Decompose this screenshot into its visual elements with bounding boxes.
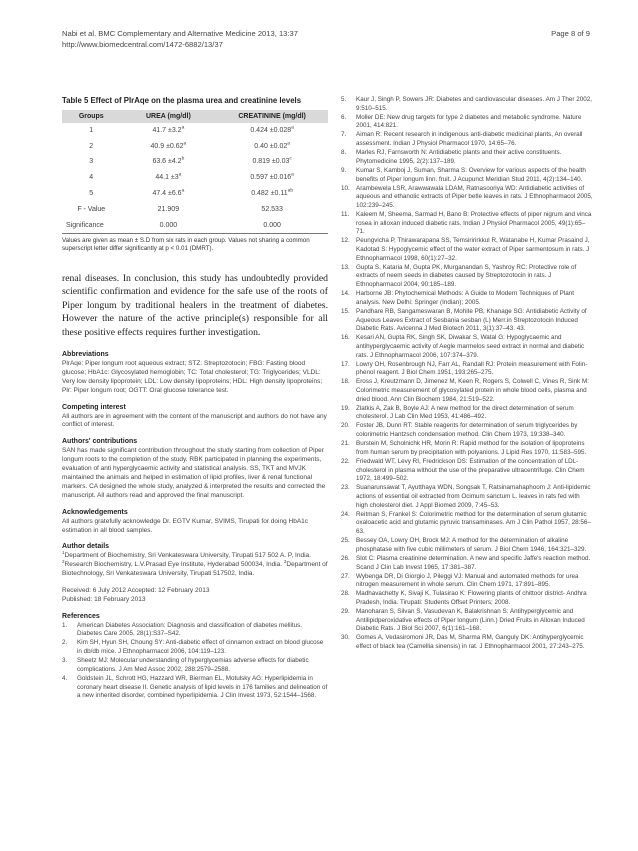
group-cell: 4 [89, 174, 94, 182]
column-header: UREA (mg/dl) [121, 110, 217, 123]
table-row [62, 186, 328, 202]
urea-cell: 63.6 ±4.2$^b$ [152, 157, 185, 166]
reference-text: Reitman S, Frankel S: Colorimetric method for the determination of serum glutamic oxaloacetic acid and glutamic pyruvic transaminases. Am J Clin Pathol 1957, 28:56–63. [356, 510, 591, 536]
reference-item [341, 440, 593, 457]
reference-number: 16. [341, 334, 350, 342]
reference-item [341, 96, 593, 113]
reference-text: Friedwald WT, Levy RI, Fredrickson DS: Estimation of the concentration of LDL-cholesterol in plasma without the use of the preparative ultracentrifuge. Clin Chem 1972, 18:499–502. [356, 457, 585, 483]
reference-text: American Diabetes Association: Diagnosis and classification of diabetes mellitus. Diabetes Care 2005, 28(1):S37–S42. [77, 621, 303, 638]
section-text: All authors are in agreement with the content of the manuscript and authors do not have any conflict of interest. [62, 412, 327, 429]
reference-number: 29. [341, 607, 350, 615]
urea-cell: 47.4 ±6.6$^a$ [152, 188, 185, 198]
article-url[interactable]: http://www.biomedcentral.com/1472-6882/13/37 [62, 40, 223, 49]
column-header: CREATININE (mg/dl) [216, 110, 328, 123]
reference-text: Harborne JB: Phytochemical Methods: A Guide to Modern Techniques of Plant analysis. New Delhi: Springer (Indian); 2005. [356, 290, 574, 306]
reference-number: 12. [341, 237, 350, 245]
creatinine-cell: 52.533 [261, 205, 283, 213]
section-heading: Authors' contributions [62, 438, 138, 446]
section-text: $^1$Department of Biochemistry, Sri Venkateswara University, Tirupati 517 502 A. P, India. $^2$Research Biochemistry, L.V.Prasad Eye Institute, Hyderabad 500034, India. $^3$Department of Biotechnology, Sri Venkateswara University, Tirupati 517502, India. [62, 550, 328, 578]
reference-text: Aiman R: Recent research in indigenous anti-diabetic medicinal plants, An overall assessment. Indian J Physiol Pharmacol 1970, 14:65–76. [356, 131, 583, 148]
section-heading: Competing interest [62, 403, 126, 411]
section-text: SAN has made significant contribution throughout the study starting from collection of Piper longum roots to the completion of the study. RBK participated in planning the experiments, evaluation of anti hyperglycaemic activity and statistical analysis. SS, TKT and MVJK maintained the animals and helped in estimation of lipid profiles, liver & renal functional markers. CA designed the whole study, analyzed & interpreted the results and corrected the manuscript. All authors read and approved the final manuscript. [62, 447, 326, 499]
creatinine-cell: 0.597 ±0.016$^a$ [250, 172, 294, 182]
table-row-significance [62, 217, 328, 233]
reference-item [341, 634, 593, 651]
table-row [62, 170, 328, 186]
reference-text: Madhavachetty K, Sivaji K, Tulasirao K: Flowering plants of chittoor district- Andhra Pradesh, India. Tirupati: Students Offset Printers; 2008. [356, 590, 587, 606]
reference-number: 1. [62, 621, 68, 629]
abbreviations-section [62, 351, 328, 396]
section-text: PlrAqe: Piper longum root aqueous extract; STZ: Streptozotocin; FBG: Fasting blood glucose; HbA1c: Glycosylated hemoglobin; TC: Total cholesterol; TG: Triglycerides; VLDL: Very low density lipoprotein; LDL: Low density lipoproteins; HDL: High density lipoproteins; Plr: Piper longum root; OGTT: Oral glucose tolerance test. [62, 360, 323, 394]
group-cell: 5 [89, 190, 94, 198]
reference-item [341, 185, 593, 211]
table-row [62, 123, 328, 139]
reference-item [341, 573, 593, 590]
creatinine-cell: 0.424 ±0.028$^a$ [250, 125, 294, 134]
reference-text: Kumar S, Kamboj J, Suman, Sharma S: Overview for various aspects of the health benefits of Piper longum linn. fruit. J Acupunct Meridian Stud 2011, 4(2):134–140. [356, 166, 586, 183]
reference-text: Burstein M, Scholnichk HR, Morin R: Rapid method for the isolation of lipoproteins from human serum by precipitation with polyanions. J Lipid Res 1970, 11:583–595. [356, 440, 587, 456]
reference-item [62, 657, 328, 674]
received-date: Received: 6 July 2012 Accepted: 12 February 2013 [62, 587, 210, 595]
references-section [62, 613, 328, 701]
reference-text: Slot C: Plasma creatinine determination. A new and specific Jaffe's reaction method. Scand J Clin Lab Invest 1965, 17:381–387. [356, 554, 591, 571]
reference-item [341, 334, 593, 360]
reference-number: 7. [341, 131, 347, 139]
reference-number: 19. [341, 404, 350, 412]
reference-number: 24. [341, 510, 350, 518]
section-text: All authors gratefully acknowledge Dr. EGTV Kumar, SVIMS, Tirupati for doing HbA1c estimation in all blood samples. [62, 517, 309, 534]
row-label: Significance [62, 217, 121, 233]
reference-item [341, 511, 593, 537]
reference-text: Bessey OA, Lowry OH, Brock MJ: A method for the determination of alkaline phosphatase with five cubic millimeters of serum. J Biol Chem 1946, 164:321–329. [356, 537, 587, 553]
reference-item [341, 131, 593, 148]
reference-number: 15. [341, 307, 350, 315]
reference-text: Kaleem M, Sheema, Sarmad H, Bano B: Protective effects of piper nigrum and vinca rosea in alloxan induced diabetic rats. Indian J Physiol Pharmacol 2005, 49(1):65–71. [356, 210, 592, 236]
reference-item [62, 622, 328, 639]
column-header: Groups [62, 110, 121, 123]
results-table [62, 110, 328, 235]
group-cell: 1 [89, 126, 94, 134]
reference-list-continued [341, 96, 593, 652]
table-row [62, 154, 328, 170]
reference-number: 11. [341, 210, 350, 218]
reference-text: Pandhare RB, Sangameswaran B, Mohite PB, Khanage SG: Antidiabetic Activity of Aqueous Leaves Extract of Sesbania sesban (L) Merr.in Streptozotocin Induced Diabetic Rats. Avicenna J Med Biotech 2011, 3(1):37–43. 43. [356, 307, 587, 333]
urea-cell: 41.7 ±3.2$^a$ [152, 125, 185, 134]
section-heading: Abbreviations [62, 351, 109, 359]
page-number: Page 8 of 9 [551, 29, 590, 38]
reference-number: 25. [341, 537, 350, 545]
reference-number: 3. [62, 657, 68, 665]
reference-text: Wybenga DR, Di Giorgio J, Pileggi VJ: Manual and automated methods for urea nitrogen measurement in whole serum. Clin Chem 1971, 17:891–895. [356, 572, 579, 589]
urea-cell: $44.1 \pm 3^a$ [155, 172, 182, 182]
creatinine-cell: 0.000 [216, 217, 328, 233]
reference-text: Marles RJ, Farnsworth N: Antidiabetic plants and their active constituents. Phytomedicine 1995, 2(2):137–189. [356, 149, 562, 165]
group-cell: 3 [89, 158, 94, 166]
table-footnote: Values are given as mean ± S.D from six rats in each group. Values not sharing a common superscript letter differ significantly at p < 0.01 (DMRT). [62, 237, 310, 253]
reference-text: Foster JB, Dunn RT: Stable reagents for determination of serum triglycerides by colorimetric Hantzsch condensation method. Clin Chem 1973, 19:338–340. [356, 422, 578, 439]
reference-text: Kaur J, Singh P, Sowers JR: Diabetes and cardiovascular diseases. Am J Ther 2002, 9:510–515. [356, 96, 593, 112]
reference-number: 8. [341, 149, 347, 157]
table-header-row [62, 110, 328, 123]
contributions-section [62, 438, 328, 500]
reference-text: Goldstein JL, Schrott HG, Hazzard WR, Bierman EL, Motulsky AG: Hyperlipidemia in coronary heart disease II. Genetic analysis of lipid levels in 176 families and delineation of a new inherited disorder, combined hyperlipidemia. J Clin Invest 1973, 52:1544–1568. [77, 674, 328, 700]
reference-number: 2. [62, 639, 68, 647]
urea-cell: 40.9 ±0.62$^a$ [150, 141, 187, 150]
reference-number: 10. [341, 184, 350, 192]
reference-text: Kesari AN, Gupta RK, Singh SK, Diwakar S, Watal G: Hypoglycaemic and antihyperglycaemic activity of Aegle marmelos seed extract in normal and diabetic rats. J Ethnopharmacol 2006, 107:374–379. [356, 334, 585, 359]
right-column [341, 96, 593, 652]
reference-number: 22. [341, 457, 350, 465]
urea-cell: 21.909 [157, 205, 180, 213]
reference-text: Peungvicha P, Thirawarapana SS, Temsiririrkkul R, Watanabe H, Kumar Prasaind J, Kadotad S: Hypoglycemic effect of the water extract of Piper sarmentosum in rats. J Ethnopharmacol 1998, 60(1):27–32. [356, 237, 590, 262]
reference-item [341, 608, 593, 634]
conclusion-paragraph: renal diseases. In conclusion, this study has undoubtedly provided scientific confirmation and evidence for the safe use of the roots of Piper longum by traditional healers in the treatment of diabetes. However the nature of the active principle(s) responsible for all these positive effects requires further investigation. [62, 273, 328, 338]
reference-number: 20. [341, 422, 350, 430]
reference-number: 6. [341, 113, 347, 121]
reference-text: Lowry OH, Rosenbrough NJ, Farr AL, Randall RJ: Protein measurement with Folin-phenol reagent. J Biol Chem 1951, 193:265–275. [356, 360, 588, 377]
table-row-f-value [62, 201, 328, 217]
reference-text: Sheetz MJ: Molecular understanding of hyperglycemias adverse effects for diabetic complications. J Am Med Assoc 2002, 288:2579–2588. [77, 657, 309, 673]
group-cell: 2 [89, 142, 94, 150]
author-details-section [62, 543, 328, 579]
dates-section [62, 587, 328, 605]
table-title: Table 5 Effect of PlrAqe on the plasma urea and creatinine levels [62, 96, 302, 105]
reference-item [341, 149, 593, 166]
reference-text: Eross J, Kreutzmann D, Jimenez M, Keen R, Rogers S, Colwell C, Vines R, Sink M: Colorimetric measurement of glycosylated protein in whole blood cells, plasma and dried blood. Ann Clin Biochem 1984, 21:519–522. [356, 378, 589, 403]
reference-item [341, 590, 593, 607]
reference-item [341, 484, 593, 510]
reference-number: 30. [341, 634, 350, 642]
reference-item [341, 405, 593, 422]
competing-interest-section [62, 404, 328, 431]
reference-text: Suanarunsawat T, Ayutthaya WDN, Songsak T, Ratsinamahaphoom J: Anti-lipidemic actions of essential oil extracted from Ocimum sanctum L. leaves in rats fed with high cholesterol diet. J Appl Biomed 2009, 7:45–53. [356, 484, 591, 509]
reference-item [341, 114, 593, 131]
reference-item [341, 264, 593, 290]
page-header [62, 28, 590, 50]
reference-number: 23. [341, 484, 350, 492]
reference-item [341, 458, 593, 484]
citation-line: Nabi et al. BMC Complementary and Alternative Medicine 2013, 13:37 [62, 29, 298, 38]
reference-list [62, 622, 328, 701]
reference-number: 21. [341, 440, 350, 448]
reference-number: 4. [62, 674, 68, 682]
reference-number: 9. [341, 166, 347, 174]
reference-number: 5. [341, 96, 347, 103]
published-date: Published: 18 February 2013 [62, 595, 146, 603]
section-heading: References [62, 612, 100, 620]
reference-item [62, 675, 328, 701]
table-row [62, 138, 328, 154]
creatinine-cell: 0.40 ±0.02$^a$ [254, 141, 291, 150]
reference-item [341, 378, 593, 404]
reference-text: Gupta S, Kataria M, Gupta PK, Murganandan S, Yashroy RC: Protective role of extracts of neem seeds in diabetes caused by Streptozotocin in rats. J Ethnopharmacol 2004, 90:185–189. [356, 263, 577, 289]
reference-item [341, 537, 593, 554]
row-label: F - Value [77, 205, 106, 213]
acknowledgements-section [62, 509, 328, 536]
reference-item [341, 167, 593, 184]
reference-number: 18. [341, 378, 350, 386]
urea-cell: 0.000 [121, 217, 217, 233]
reference-item [341, 361, 593, 378]
creatinine-cell: 0.819 ±0.03$^c$ [252, 157, 292, 166]
creatinine-cell: 0.482 ±0.11$^{ab}$ [251, 188, 294, 198]
reference-item [341, 422, 593, 439]
reference-item [341, 237, 593, 263]
reference-number: 17. [341, 360, 350, 368]
reference-number: 28. [341, 590, 350, 598]
reference-item [341, 555, 593, 572]
reference-number: 27. [341, 572, 350, 580]
section-heading: Author details [62, 543, 110, 551]
reference-item [341, 211, 593, 237]
reference-number: 13. [341, 263, 350, 271]
reference-text: Manoharan S, Silvan S, Vasudevan K, Balakrishnan S: Antihyperglycemic and Antilipidperoxidative effects of Piper longum (Linn.) Dried Fruits in Alloxan Induced Diabetic Rats. J Biol Sci 2007, 6(1):161–168. [356, 607, 585, 633]
reference-number: 14. [341, 290, 350, 298]
reference-number: 26. [341, 554, 350, 562]
reference-text: Arambewela LSR, Arawwawala LDAM, Ratnasooriya WD: Antidiabetic activities of aqueous and ethanolic extracts of Piper betle leaves in rats. J Ethnopharmacol 2005, 102:239–245. [356, 184, 593, 209]
reference-text: Gomes A, Vedasiromoni JR, Das M, Sharma RM, Ganguly DK: Antihyperglycemic effect of black tea (Camellia sinensis) in rat. J Ethnopharmacol 2001, 27:243–275. [356, 634, 585, 651]
reference-item [62, 639, 328, 656]
reference-text: Zlatkis A, Zak B, Boyle AJ: A new method for the direct determination of serum cholesterol. J Lab Clin Med 1953, 41:486–492. [356, 404, 574, 421]
reference-text: Moller DE: New drug targets for type 2 diabetes and metabolic syndrome. Nature 2001, 414:821. [356, 113, 582, 130]
left-column [62, 96, 328, 701]
reference-text: Kim SH, Hyun SH, Choung SY: Anti-diabetic effect of cinnamon extract on blood glucose in db/db mice. J Ethnopharmacol 2006, 104:119–123. [77, 639, 324, 656]
section-heading: Acknowledgements [62, 508, 128, 516]
reference-item [341, 290, 593, 307]
reference-item [341, 308, 593, 334]
